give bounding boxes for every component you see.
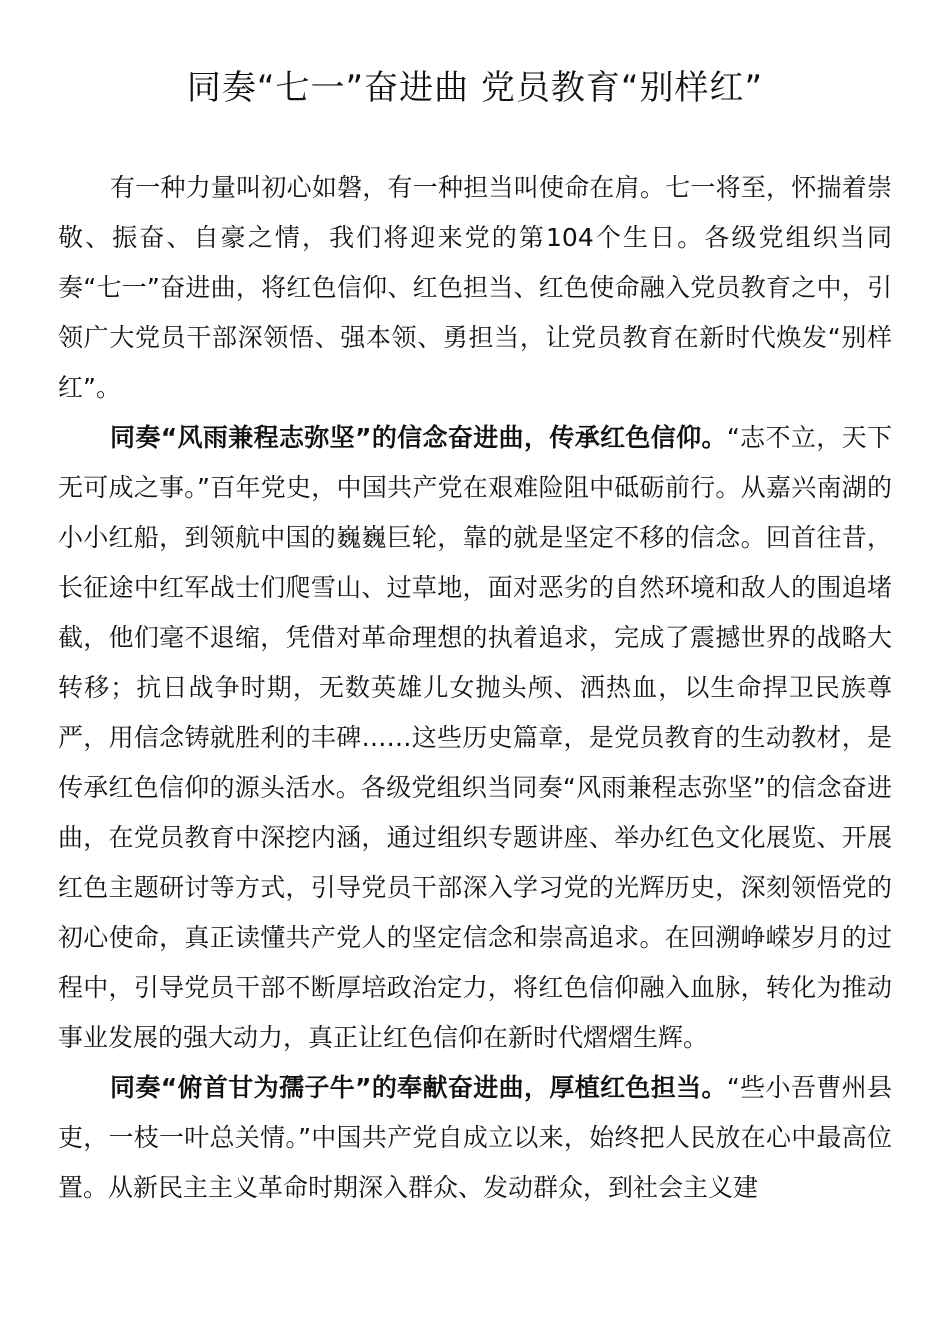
- paragraph-belief: [58, 413, 892, 1063]
- paragraph-text: 有一种力量叫初心如磐，有一种担当叫使命在肩。七一将至，怀揣着崇敬、振奋、自豪之情，我们将迎来党的第104个生日。各级党组织当同奏“七一”奋进曲，将红色信仰、红色担当、红色使命融入党员教育之中，引领广大党员干部深领悟、强本领、勇担当，让党员教育在新时代焕发“别样红”。: [58, 173, 892, 402]
- paragraph-text: “志不立，天下无可成之事。”百年党史，中国共产党在艰难险阻中砥砺前行。从嘉兴南湖的小小红船，到领航中国的巍巍巨轮，靠的就是坚定不移的信念。回首往昔，长征途中红军战士们爬雪山、过草地，面对恶劣的自然环境和敌人的围追堵截，他们毫不退缩，凭借对革命理想的执着追求，完成了震撼世界的战略大转移；抗日战争时期，无数英雄儿女抛头颅、洒热血，以生命捍卫民族尊严，用信念铸就胜利的丰碑……这些历史篇章，是党员教育的生动教材，是传承红色信仰的源头活水。各级党组织当同奏“风雨兼程志弥坚”的信念奋进曲，在党员教育中深挖内涵，通过组织专题讲座、举办红色文化展览、开展红色主题研讨等方式，引导党员干部深入学习党的光辉历史，深刻领悟党的初心使命，真正读懂共产党人的坚定信念和崇高追求。在回溯峥嵘岁月的过程中，引导党员干部不断厚培政治定力，将红色信仰融入血脉，转化为推动事业发展的强大动力，真正让红色信仰在新时代熠熠生辉。: [58, 423, 892, 1052]
- paragraph-lead-heading: 同奏“风雨兼程志弥坚”的信念奋进曲，传承红色信仰。: [110, 423, 727, 452]
- paragraph-dedication: [58, 1063, 892, 1213]
- paragraph-intro: [58, 163, 892, 413]
- document-body: [58, 163, 892, 1213]
- document-title: 同奏“七一”奋进曲 党员教育“别样红”: [186, 68, 764, 108]
- paragraph-text: “些小吾曹州县吏，一枝一叶总关情。”中国共产党自成立以来，始终把人民放在心中最高位置。从新民主主义革命时期深入群众、发动群众，到社会主义建: [58, 1073, 892, 1202]
- paragraph-lead-heading: 同奏“俯首甘为孺子牛”的奉献奋进曲，厚植红色担当。: [110, 1073, 727, 1102]
